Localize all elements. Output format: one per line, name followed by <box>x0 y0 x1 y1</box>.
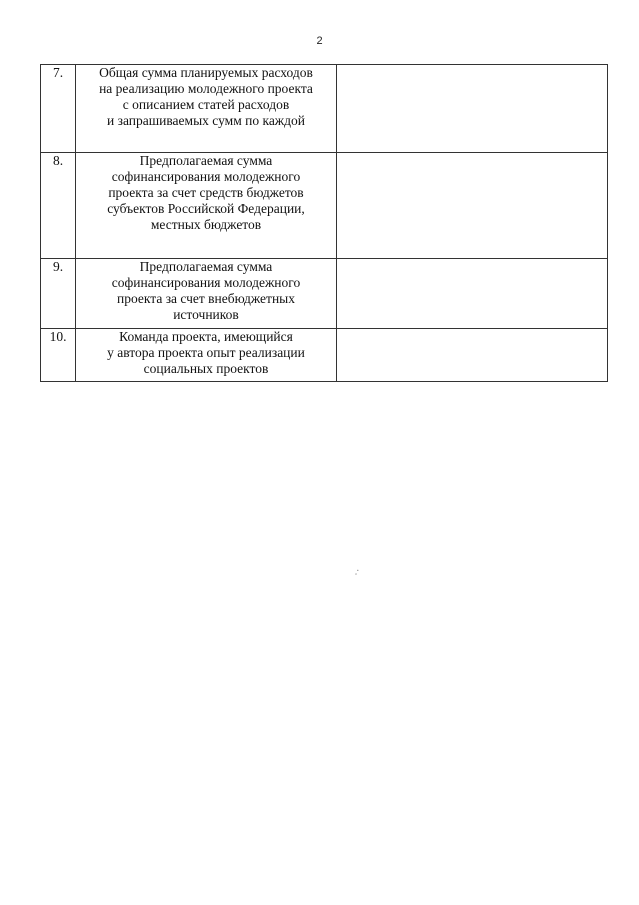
description-line: софинансирования молодежного <box>111 169 301 184</box>
row-description <box>76 329 337 382</box>
description-line: проекта за счет средств бюджетов <box>108 185 304 200</box>
description-line: субъектов Российской Федерации, <box>107 201 305 216</box>
row-description <box>76 153 337 259</box>
row-number: 9. <box>41 259 76 329</box>
description-line: проекта за счет внебюджетных <box>117 291 295 306</box>
row-value-cell[interactable] <box>337 259 608 329</box>
row-number: 7. <box>41 65 76 153</box>
table-row-9 <box>41 259 608 329</box>
description-line: местных бюджетов <box>150 217 262 232</box>
description-line: на реализацию молодежного проекта <box>99 81 313 96</box>
description-line: социальных проектов <box>143 361 269 376</box>
table-row-7 <box>41 65 608 153</box>
row-value-cell[interactable] <box>337 65 608 153</box>
description-line: источников <box>173 307 239 322</box>
description-line: Команда проекта, имеющийся <box>119 329 293 344</box>
description-line: Общая сумма планируемых расходов <box>99 65 313 80</box>
application-table <box>40 64 608 382</box>
row-description <box>76 259 337 329</box>
description-line: Предполагаемая сумма <box>139 259 273 274</box>
table-row-8 <box>41 153 608 259</box>
row-value-cell[interactable] <box>337 153 608 259</box>
table-row-10 <box>41 329 608 382</box>
row-number: 8. <box>41 153 76 259</box>
stray-pen-mark: .· <box>352 565 362 578</box>
description-line: у автора проекта опыт реализации <box>107 345 305 360</box>
row-value-cell[interactable] <box>337 329 608 382</box>
row-description <box>76 65 337 153</box>
row-number: 10. <box>41 329 76 382</box>
description-line: Предполагаемая сумма <box>139 153 273 168</box>
description-line: с описанием статей расходов <box>122 97 290 112</box>
description-line: софинансирования молодежного <box>111 275 301 290</box>
description-line: и запрашиваемых сумм по каждой <box>107 113 305 128</box>
page-number: 2 <box>316 35 323 47</box>
